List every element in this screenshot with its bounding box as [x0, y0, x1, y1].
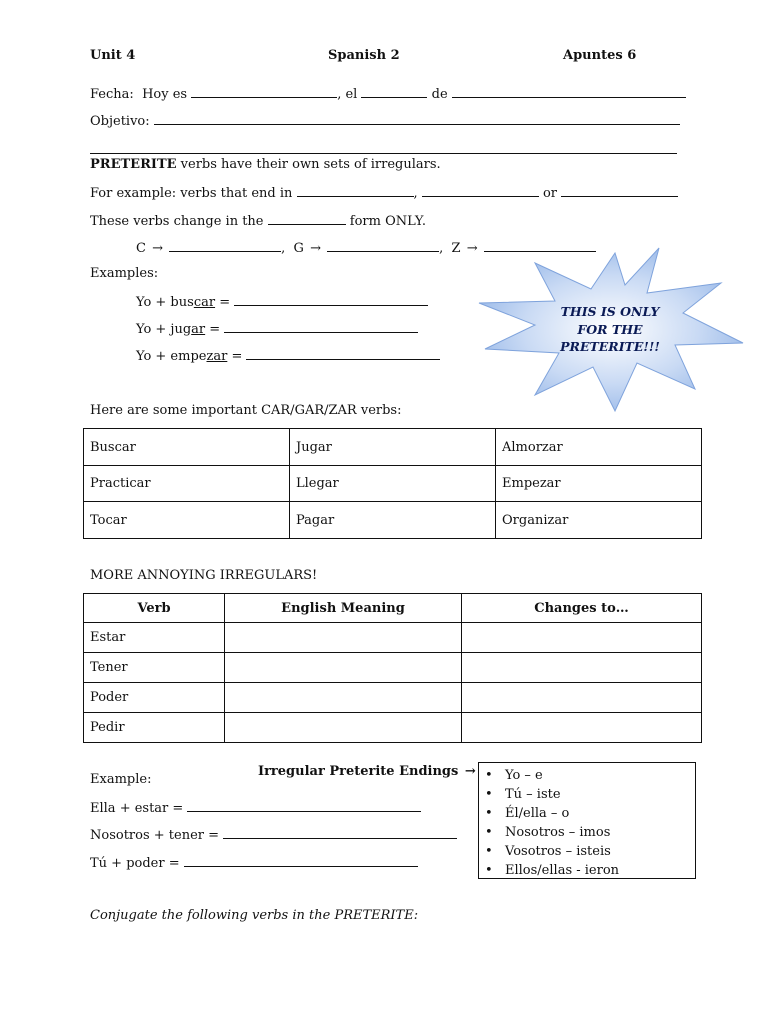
examples-label: Examples: — [90, 266, 159, 281]
arrow-right-icon: → — [466, 241, 478, 256]
verb-cell: Pedir — [84, 713, 225, 743]
changes-blank-cell[interactable] — [462, 713, 702, 743]
table-row — [84, 713, 702, 743]
date-label: Fecha: — [90, 87, 134, 102]
rule-z: Z — [451, 241, 461, 256]
table-row — [84, 623, 702, 653]
example-item — [136, 347, 440, 365]
table-cell: Tocar — [84, 502, 290, 539]
practice-blank[interactable] — [187, 799, 421, 812]
form-blank[interactable] — [268, 212, 346, 225]
objective-line — [90, 112, 680, 130]
irregulars-table — [83, 593, 702, 743]
changes-blank-cell[interactable] — [462, 683, 702, 713]
course-title: Spanish 2 — [328, 48, 400, 63]
header-changes: Changes to… — [462, 594, 702, 623]
table-cell: Llegar — [290, 466, 496, 502]
date-blank-number[interactable] — [361, 85, 427, 98]
date-blank-day[interactable] — [191, 85, 337, 98]
practice-item — [90, 799, 421, 817]
table-row — [84, 683, 702, 713]
example-prefix: For example: verbs that end in — [90, 186, 293, 201]
header-meaning: English Meaning — [225, 594, 462, 623]
rule-c-blank[interactable] — [169, 239, 281, 252]
example-blank[interactable] — [234, 293, 428, 306]
table-cell: Pagar — [290, 502, 496, 539]
objective-blank[interactable] — [154, 112, 680, 125]
table-row — [84, 653, 702, 683]
table-cell: Buscar — [84, 429, 290, 466]
endings-title — [258, 764, 478, 780]
meaning-blank-cell[interactable] — [225, 713, 462, 743]
endings-list — [479, 763, 695, 880]
example-ending: zar — [206, 349, 228, 364]
rule-comma-2: , — [439, 241, 444, 256]
or-word: or — [542, 186, 558, 201]
example-item — [136, 320, 418, 338]
irregulars-title: MORE ANNOYING IRREGULARS! — [90, 568, 318, 583]
objective-blank-2[interactable] — [90, 140, 677, 154]
list-item: • Vosotros – isteis — [505, 842, 695, 861]
example-endings-line — [90, 184, 678, 202]
practice-blank[interactable] — [223, 826, 457, 839]
arrow-right-icon: → — [152, 241, 163, 256]
table-cell: Practicar — [84, 466, 290, 502]
comma-1: , — [413, 186, 418, 201]
rule-comma-1: , — [281, 241, 286, 256]
example-item — [136, 293, 428, 311]
table-row — [84, 502, 702, 539]
example-prefix: Yo + bus — [136, 295, 194, 310]
example-equals: = — [215, 295, 231, 310]
practice-prompt: Ella + estar = — [90, 801, 184, 816]
verb-cell: Tener — [84, 653, 225, 683]
endings-title-text: Irregular Preterite Endings — [258, 764, 459, 779]
arrow-right-icon: → — [310, 241, 321, 256]
date-line — [90, 85, 686, 103]
cgz-intro: Here are some important CAR/GAR/ZAR verbs: — [90, 403, 402, 418]
table-cell: Organizar — [496, 502, 702, 539]
table-row — [84, 466, 702, 502]
date-de: de — [431, 87, 448, 102]
practice-label: Example: — [90, 772, 152, 787]
preterite-intro — [90, 157, 441, 173]
example-ending: ar — [191, 322, 206, 337]
changes-blank-cell[interactable] — [462, 653, 702, 683]
header-verb: Verb — [84, 594, 225, 623]
preterite-rest: verbs have their own sets of irregulars. — [176, 157, 441, 172]
practice-item — [90, 826, 457, 844]
example-equals: = — [205, 322, 221, 337]
conjugate-instruction: Conjugate the following verbs in the PRETERITE: — [90, 908, 419, 923]
example-ending: car — [193, 295, 216, 310]
practice-prompt: Nosotros + tener = — [90, 828, 220, 843]
unit-label: Unit 4 — [90, 48, 136, 63]
rule-c: C — [136, 241, 146, 256]
practice-blank[interactable] — [184, 854, 418, 867]
meaning-blank-cell[interactable] — [225, 653, 462, 683]
meaning-blank-cell[interactable] — [225, 683, 462, 713]
table-header-row — [84, 594, 702, 623]
date-el: , el — [337, 87, 358, 102]
verb-cell: Estar — [84, 623, 225, 653]
table-cell: Empezar — [496, 466, 702, 502]
table-cell: Jugar — [290, 429, 496, 466]
list-item: • Tú – iste — [505, 785, 695, 804]
objective-label: Objetivo: — [90, 114, 150, 129]
ending-blank-3[interactable] — [561, 184, 678, 197]
cgz-table — [83, 428, 702, 539]
ending-blank-1[interactable] — [297, 184, 414, 197]
change-suffix: form ONLY. — [349, 214, 426, 229]
notes-number: Apuntes 6 — [563, 48, 637, 63]
list-item: • Él/ella – o — [505, 804, 695, 823]
arrow-right-icon: → — [464, 764, 476, 779]
list-item: • Yo – e — [505, 766, 695, 785]
practice-prompt: Tú + poder = — [90, 856, 180, 871]
practice-item — [90, 854, 418, 872]
meaning-blank-cell[interactable] — [225, 623, 462, 653]
changes-blank-cell[interactable] — [462, 623, 702, 653]
preterite-word: PRETERITE — [90, 157, 177, 172]
ending-blank-2[interactable] — [422, 184, 539, 197]
table-row — [84, 429, 702, 466]
date-hoy: Hoy es — [142, 87, 188, 102]
endings-box — [478, 762, 696, 879]
example-prefix: Yo + empe — [136, 349, 207, 364]
example-prefix: Yo + jug — [136, 322, 192, 337]
verb-cell: Poder — [84, 683, 225, 713]
example-equals: = — [227, 349, 243, 364]
rule-g: G — [293, 241, 304, 256]
date-blank-month[interactable] — [452, 85, 686, 98]
list-item: • Ellos/ellas - ieron — [505, 861, 695, 880]
form-change-line — [90, 212, 426, 230]
callout-text: THIS IS ONLY FOR THE PRETERITE!!! — [560, 304, 660, 354]
list-item: • Nosotros – imos — [505, 823, 695, 842]
example-blank[interactable] — [246, 347, 440, 360]
table-cell: Almorzar — [496, 429, 702, 466]
rule-g-blank[interactable] — [327, 239, 439, 252]
change-prefix: These verbs change in the — [90, 214, 264, 229]
example-blank[interactable] — [224, 320, 418, 333]
